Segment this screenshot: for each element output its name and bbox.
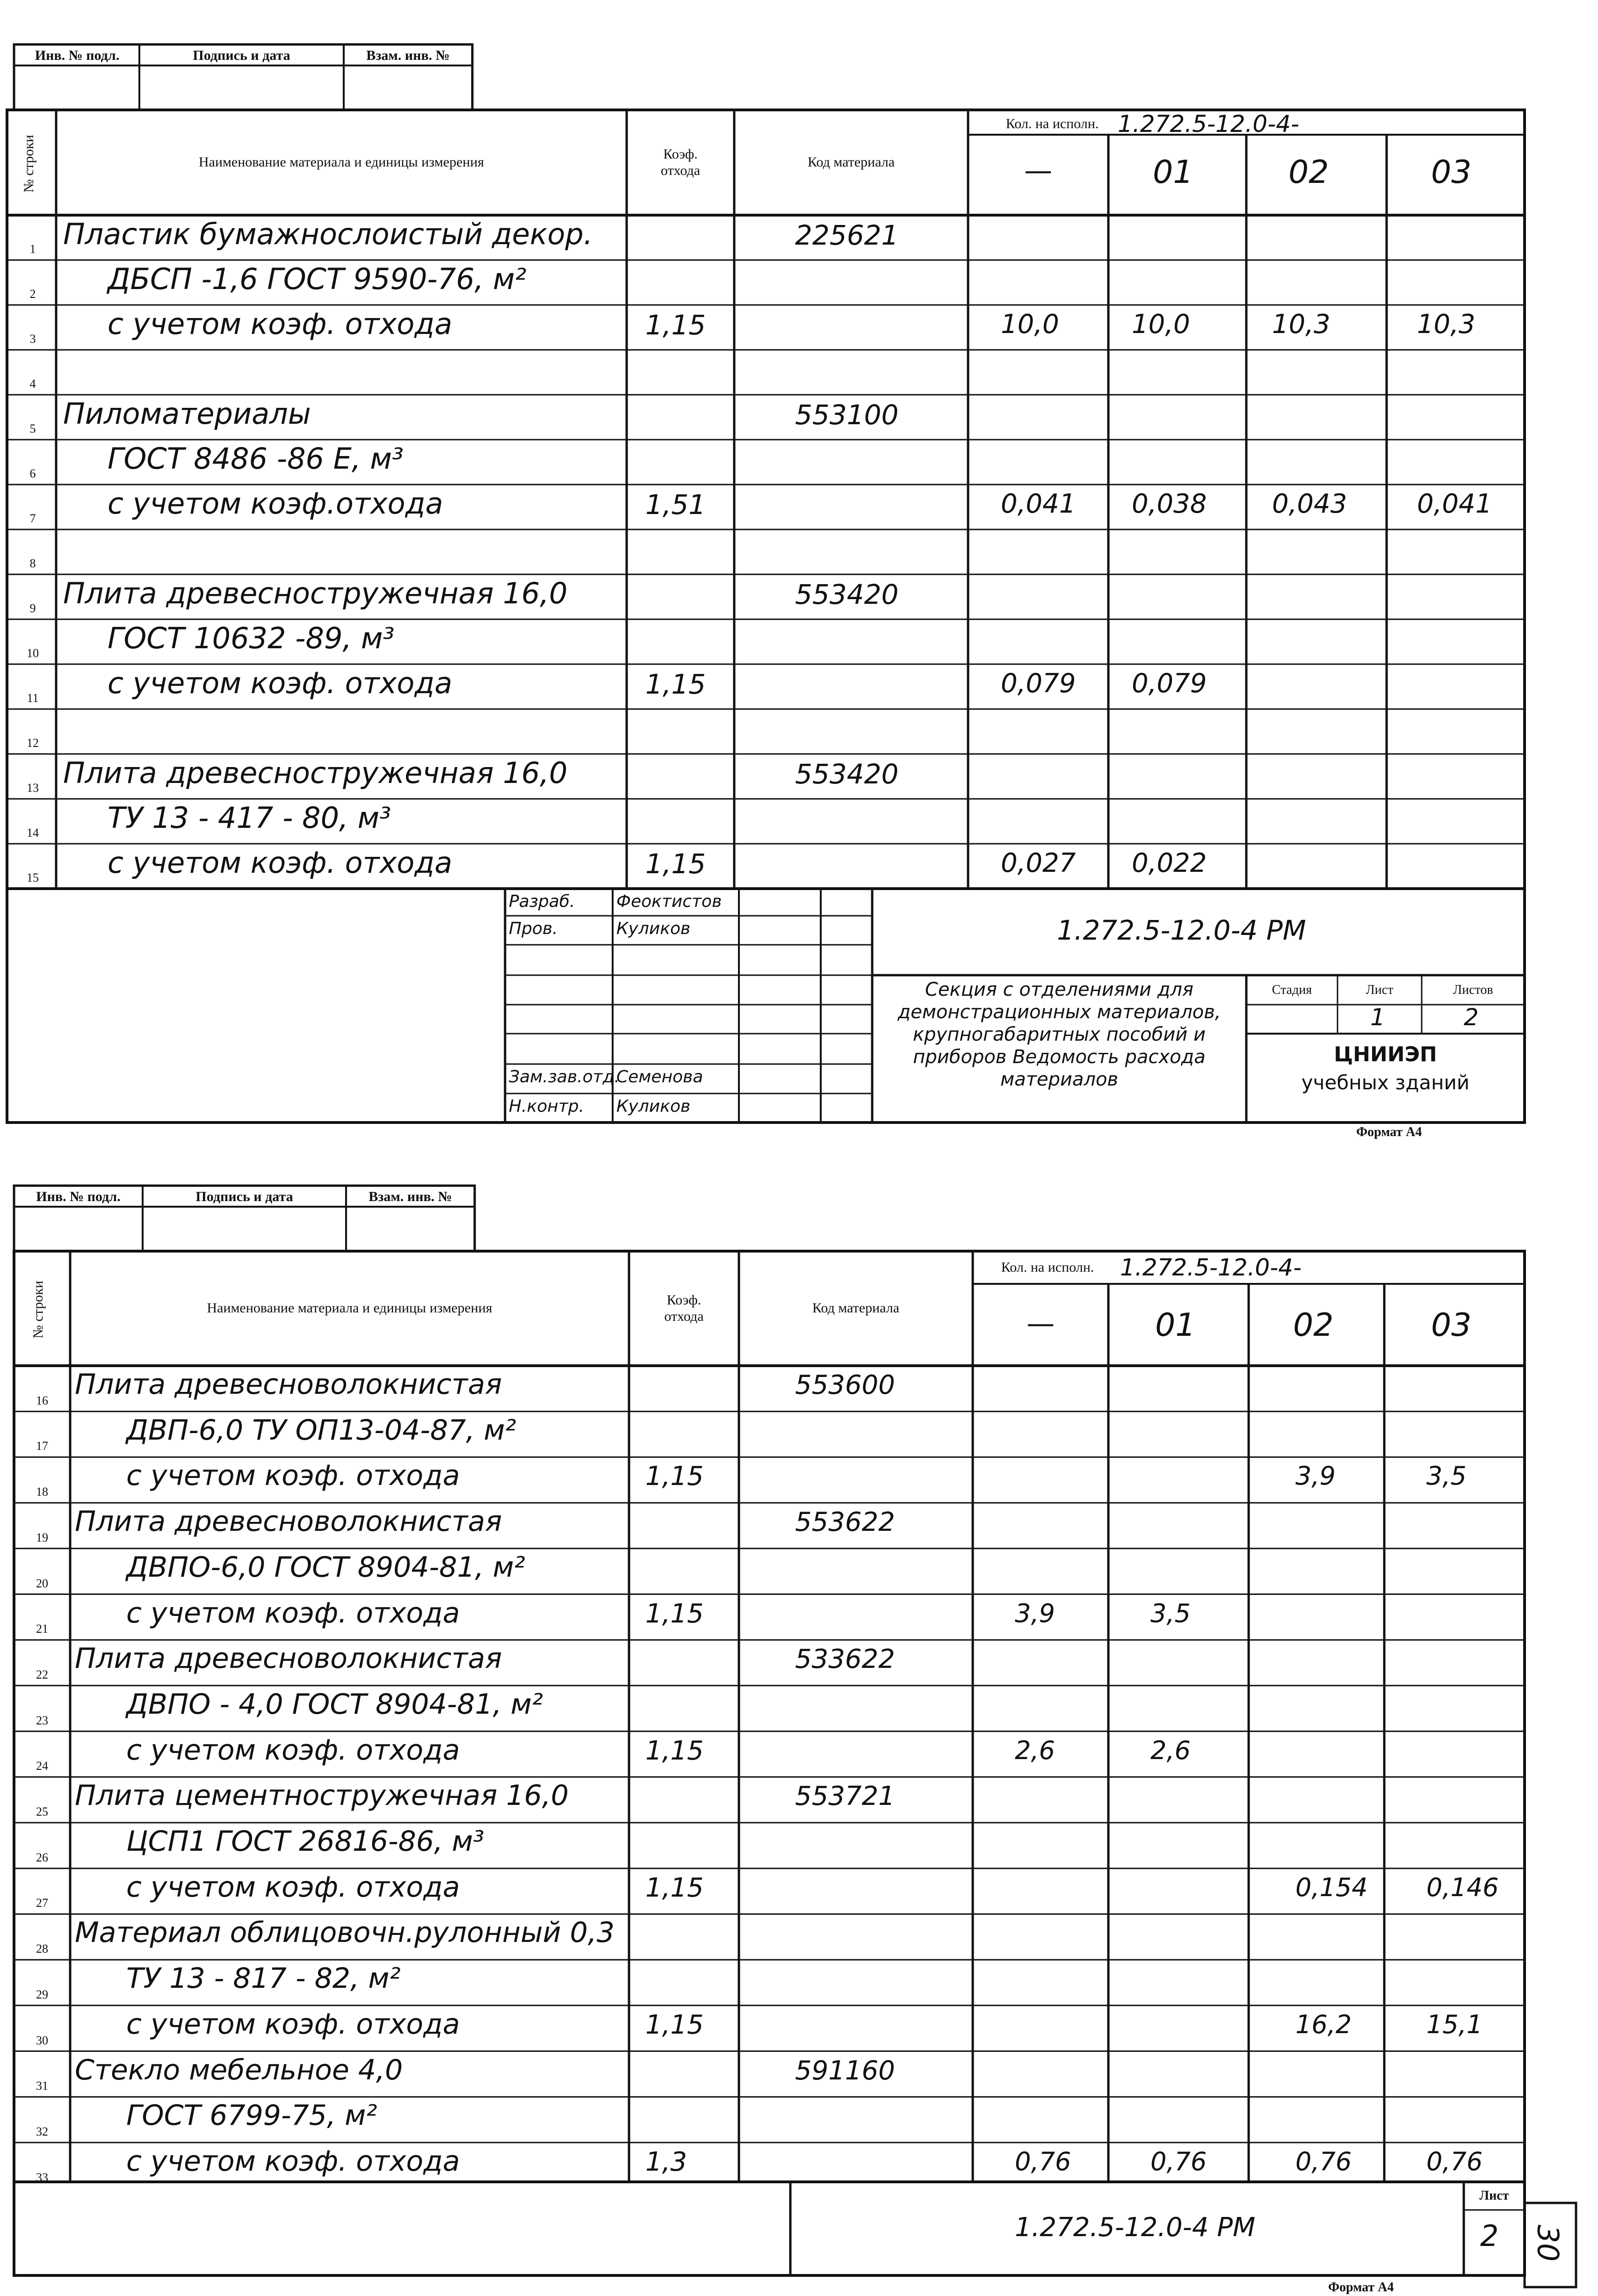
row-qty-variant-0: 10,0 bbox=[1001, 309, 1059, 340]
row-qty-variant-3: 0,76 bbox=[1426, 2146, 1483, 2176]
row-code: 225621 bbox=[795, 219, 899, 251]
sheets-label: Листов bbox=[1453, 982, 1493, 997]
title-doc-code: 1.272.5-12.0-4 РМ bbox=[1057, 914, 1306, 946]
row-name: ДВПО-6,0 ГОСТ 8904-81, м² bbox=[126, 1550, 525, 1584]
row-number: 4 bbox=[29, 377, 36, 391]
row-name: Плита древесноволокнистая bbox=[75, 1505, 502, 1538]
header-qty-label: Кол. на исполн. bbox=[1005, 116, 1099, 131]
row-name: Плита древесноволокнистая bbox=[75, 1368, 502, 1401]
title-role: Разраб. bbox=[509, 892, 575, 911]
header2-name: Наименование материала и единицы измерения bbox=[207, 1300, 492, 1316]
footer-side-number: 30 bbox=[1531, 2224, 1565, 2262]
row-number: 8 bbox=[29, 557, 36, 570]
row-code: 553420 bbox=[795, 579, 899, 610]
row-name: ДВП-6,0 ТУ ОП13-04-87, м² bbox=[126, 1413, 516, 1447]
row-qty-variant-2: 10,3 bbox=[1272, 309, 1330, 340]
row-number: 29 bbox=[36, 1987, 48, 2001]
title-role: Н.контр. bbox=[509, 1097, 585, 1116]
row-number: 24 bbox=[36, 1759, 48, 1773]
row-name: ГОСТ 10632 -89, м³ bbox=[108, 621, 395, 655]
row-number: 26 bbox=[36, 1850, 48, 1864]
row-name: с учетом коэф. отхода bbox=[126, 1870, 460, 1904]
row-code: 533622 bbox=[795, 1644, 895, 1675]
row-code: 553420 bbox=[795, 758, 899, 790]
footer-doc-code: 1.272.5-12.0-4 РМ bbox=[1015, 2212, 1256, 2243]
header2-row-no: № строки bbox=[30, 1281, 46, 1339]
row-number: 25 bbox=[36, 1805, 48, 1818]
row-number: 16 bbox=[36, 1393, 48, 1407]
row-qty-variant-1: 0,76 bbox=[1150, 2146, 1207, 2176]
stamp2-inv-label: Инв. № подл. bbox=[36, 1188, 121, 1204]
row-number: 14 bbox=[27, 826, 39, 840]
footer-sheet-value: 2 bbox=[1480, 2219, 1499, 2253]
row-qty-variant-0: 2,6 bbox=[1015, 1735, 1055, 1765]
row-number: 17 bbox=[36, 1439, 48, 1453]
row-number: 7 bbox=[29, 512, 36, 525]
header-variant-3: 03 bbox=[1431, 154, 1472, 191]
row-qty-variant-0: 0,027 bbox=[1001, 848, 1076, 878]
row-qty-variant-3: 0,041 bbox=[1417, 489, 1492, 519]
row-qty-variant-1: 0,022 bbox=[1132, 848, 1207, 878]
row-koef: 1,15 bbox=[645, 848, 706, 880]
row-number: 21 bbox=[36, 1622, 48, 1636]
row-number: 18 bbox=[36, 1485, 48, 1499]
row-koef: 1,3 bbox=[645, 2146, 687, 2177]
row-koef: 1,15 bbox=[645, 1872, 704, 1903]
row-name: ГОСТ 8486 -86 Е, м³ bbox=[108, 442, 404, 476]
row-code: 553622 bbox=[795, 1507, 895, 1538]
sheets-value: 2 bbox=[1464, 1004, 1479, 1031]
row-number: 20 bbox=[36, 1576, 48, 1590]
sheet-value: 1 bbox=[1370, 1004, 1385, 1031]
row-koef: 1,51 bbox=[645, 489, 706, 521]
row-number: 32 bbox=[36, 2124, 48, 2138]
title-person: Куликов bbox=[616, 919, 691, 938]
row-number: 6 bbox=[29, 467, 36, 480]
stamp2-vzam-label: Взам. инв. № bbox=[369, 1188, 452, 1204]
title-person: Феоктистов bbox=[616, 892, 722, 911]
title-role: Зам.зав.отд. bbox=[509, 1067, 620, 1086]
row-number: 10 bbox=[27, 646, 39, 660]
row-qty-variant-1: 3,5 bbox=[1150, 1598, 1191, 1628]
row-code: 553721 bbox=[795, 1781, 895, 1812]
row-qty-variant-3: 3,5 bbox=[1426, 1461, 1467, 1491]
row-name: Плита древесноволокнистая bbox=[75, 1642, 502, 1675]
row-name: Плита цементностружечная 16,0 bbox=[75, 1779, 569, 1812]
row-number: 13 bbox=[27, 781, 39, 795]
stage-label: Стадия bbox=[1272, 982, 1312, 997]
footer-format-label: Формат А4 bbox=[1328, 2280, 1394, 2295]
row-qty-variant-3: 10,3 bbox=[1417, 309, 1475, 340]
row-name: ГОСТ 6799-75, м² bbox=[126, 2099, 377, 2132]
row-name: с учетом коэф. отхода bbox=[108, 666, 453, 700]
title-description: Секция с отделениями для демонстрационных материалов, крупногабаритных пособий и приборов Ведомость расхода материалов bbox=[897, 979, 1221, 1090]
row-name: Плита древесностружечная 16,0 bbox=[63, 576, 568, 610]
format-label: Формат А4 bbox=[1356, 1125, 1422, 1139]
header-qty-code: 1.272.5-12.0-4- bbox=[1118, 110, 1300, 138]
row-name: ДБСП -1,6 ГОСТ 9590-76, м² bbox=[108, 262, 527, 296]
row-number: 30 bbox=[36, 2033, 48, 2047]
row-koef: 1,15 bbox=[645, 2009, 704, 2040]
row-koef: 1,15 bbox=[645, 668, 706, 700]
header2-qty-label: Кол. на исполн. bbox=[1001, 1259, 1094, 1275]
header2-variant-2: 02 bbox=[1293, 1307, 1334, 1344]
sheet-2 bbox=[0, 1160, 1598, 2296]
stamp2-sign-label: Подпись и дата bbox=[195, 1188, 293, 1204]
row-qty-variant-0: 0,079 bbox=[1001, 668, 1076, 699]
row-qty-variant-2: 0,043 bbox=[1272, 489, 1347, 519]
row-name: Плита древесностружечная 16,0 bbox=[63, 756, 568, 790]
row-number: 11 bbox=[27, 691, 39, 705]
row-name: ТУ 13 - 417 - 80, м³ bbox=[108, 801, 391, 835]
title-role: Пров. bbox=[509, 919, 558, 938]
row-qty-variant-1: 0,079 bbox=[1132, 668, 1207, 699]
title-person: Куликов bbox=[616, 1097, 691, 1116]
row-number: 28 bbox=[36, 1942, 48, 1956]
row-number: 1 bbox=[29, 242, 36, 256]
row-name: ДВПО - 4,0 ГОСТ 8904-81, м² bbox=[126, 1688, 543, 1721]
row-name: Материал облицовочн.рулонный 0,3 bbox=[75, 1916, 615, 1949]
row-koef: 1,15 bbox=[645, 1598, 704, 1629]
row-number: 19 bbox=[36, 1530, 48, 1544]
sheet-label: Лист bbox=[1366, 982, 1394, 997]
row-qty-variant-0: 0,041 bbox=[1001, 489, 1076, 519]
row-name: с учетом коэф. отхода bbox=[126, 2007, 460, 2041]
row-qty-variant-3: 0,146 bbox=[1426, 1872, 1499, 1902]
header-code: Код материала bbox=[807, 154, 895, 170]
row-qty-variant-1: 0,038 bbox=[1132, 489, 1207, 519]
row-number: 3 bbox=[29, 332, 36, 346]
row-qty-variant-2: 0,154 bbox=[1295, 1872, 1368, 1902]
title-person: Семенова bbox=[616, 1067, 703, 1086]
header2-variant-0: — bbox=[1027, 1307, 1055, 1340]
row-number: 15 bbox=[27, 871, 39, 884]
footer-sheet-label: Лист bbox=[1479, 2188, 1509, 2203]
row-number: 12 bbox=[27, 736, 39, 750]
stamp-vzam-label: Взам. инв. № bbox=[366, 47, 450, 63]
row-koef: 1,15 bbox=[645, 1461, 704, 1492]
row-number: 9 bbox=[29, 601, 36, 615]
row-number: 33 bbox=[36, 2170, 48, 2184]
header-koef: Коэф. отхода bbox=[660, 146, 701, 178]
row-number: 22 bbox=[36, 1667, 48, 1681]
row-name: Пиломатериалы bbox=[63, 397, 311, 431]
row-koef: 1,15 bbox=[645, 1735, 704, 1766]
row-name: ТУ 13 - 817 - 82, м² bbox=[126, 1962, 401, 1995]
org-subtitle: учебных зданий bbox=[1301, 1071, 1470, 1094]
stamp-sign-label: Подпись и дата bbox=[193, 47, 290, 63]
row-koef: 1,15 bbox=[645, 309, 706, 341]
row-number: 2 bbox=[29, 287, 36, 301]
header2-koef: Коэф. отхода bbox=[664, 1292, 704, 1324]
header-row-no: № строки bbox=[21, 135, 36, 193]
row-qty-variant-1: 10,0 bbox=[1132, 309, 1190, 340]
row-name: с учетом коэф. отхода bbox=[108, 307, 453, 341]
header-name: Наименование материала и единицы измерения bbox=[198, 154, 484, 170]
row-name: ЦСП1 ГОСТ 26816-86, м³ bbox=[126, 1825, 484, 1858]
row-code: 553600 bbox=[795, 1370, 895, 1400]
row-number: 31 bbox=[36, 2079, 48, 2093]
header-variant-0: — bbox=[1024, 154, 1052, 187]
row-qty-variant-0: 3,9 bbox=[1015, 1598, 1055, 1628]
row-name: с учетом коэф. отхода bbox=[126, 1459, 460, 1492]
row-number: 27 bbox=[36, 1896, 48, 1910]
row-name: с учетом коэф. отхода bbox=[126, 1733, 460, 1767]
row-number: 5 bbox=[29, 422, 36, 435]
header-variant-2: 02 bbox=[1288, 154, 1329, 191]
header-variant-1: 01 bbox=[1153, 154, 1193, 191]
header2-qty-code: 1.272.5-12.0-4- bbox=[1120, 1254, 1302, 1281]
row-number: 23 bbox=[36, 1713, 48, 1727]
row-qty-variant-3: 15,1 bbox=[1426, 2009, 1483, 2039]
row-name: с учетом коэф.отхода bbox=[108, 486, 443, 521]
header2-code: Код материала bbox=[812, 1300, 900, 1316]
stamp-inv-label: Инв. № подл. bbox=[35, 47, 120, 63]
header2-variant-1: 01 bbox=[1155, 1307, 1196, 1344]
org-name: ЦНИИЭП bbox=[1334, 1042, 1437, 1066]
row-name: с учетом коэф. отхода bbox=[108, 846, 453, 880]
row-qty-variant-2: 3,9 bbox=[1295, 1461, 1336, 1491]
row-name: Стекло мебельное 4,0 bbox=[75, 2053, 403, 2086]
header2-variant-3: 03 bbox=[1431, 1307, 1472, 1344]
row-qty-variant-1: 2,6 bbox=[1150, 1735, 1191, 1765]
row-qty-variant-0: 0,76 bbox=[1015, 2146, 1071, 2176]
row-code: 591160 bbox=[795, 2055, 895, 2086]
row-name: с учетом коэф. отхода bbox=[126, 2144, 460, 2178]
row-qty-variant-2: 16,2 bbox=[1295, 2009, 1352, 2039]
row-qty-variant-2: 0,76 bbox=[1295, 2146, 1352, 2176]
row-name: с учетом коэф. отхода bbox=[126, 1596, 460, 1630]
row-code: 553100 bbox=[795, 399, 899, 431]
row-name: Пластик бумажнослоистый декор. bbox=[63, 217, 593, 251]
